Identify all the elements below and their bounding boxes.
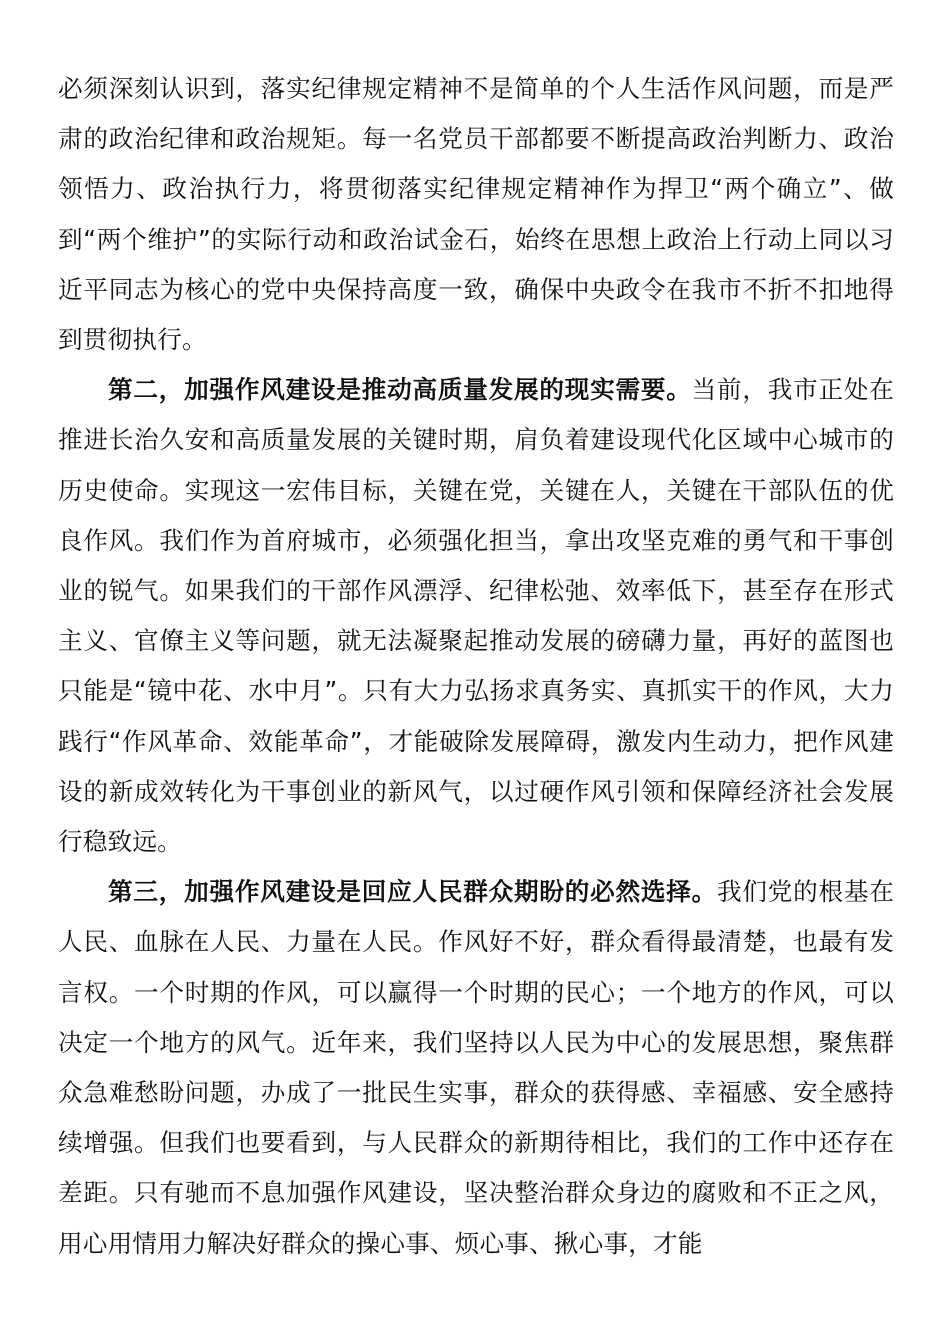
paragraph-2 (58, 365, 894, 867)
paragraph-1-text: 必须深刻认识到，落实纪律规定精神不是简单的个人生活作风问题，而是严肃的政治纪律和政治规矩。每一名党员干部都要不断提高政治判断力、政治领悟力、政治执行力，将贯彻落实纪律规定精神作为捍卫“两个确立”、做到“两个维护”的实际行动和政治试金石，始终在思想上政治上行动上同以习近平同志为核心的党中央保持高度一致，确保中央政令在我市不折不扣地得到贯彻执行。 (58, 74, 894, 355)
paragraph-3-lead: 第三，加强作风建设是回应人民群众期盼的必然选择。 (108, 877, 717, 907)
paragraph-2-lead: 第二，加强作风建设是推动高质量发展的现实需要。 (108, 375, 692, 405)
paragraph-2-text: 当前，我市正处在推进长治久安和高质量发展的关键时期，肩负着建设现代化区域中心城市的历史使命。实现这一宏伟目标，关键在党，关键在人，关键在干部队伍的优良作风。我们作为首府城市，必须强化担当，拿出攻坚克难的勇气和干事创业的锐气。如果我们的干部作风漂浮、纪律松弛、效率低下，甚至存在形式主义、官僚主义等问题，就无法凝聚起推动发展的磅礴力量，再好的蓝图也只能是“镜中花、水中月”。只有大力弘扬求真务实、真抓实干的作风，大力践行“作风革命、效能革命”，才能破除发展障碍，激发内生动力，把作风建设的新成效转化为干事创业的新风气，以过硬作风引领和保障经济社会发展行稳致远。 (58, 375, 894, 857)
paragraph-1 (58, 64, 894, 365)
paragraph-3 (58, 867, 894, 1269)
document-page (58, 64, 894, 1269)
paragraph-3-text: 我们党的根基在人民、血脉在人民、力量在人民。作风好不好，群众看得最清楚，也最有发言权。一个时期的作风，可以赢得一个时期的民心；一个地方的作风，可以决定一个地方的风气。近年来，我们坚持以人民为中心的发展思想，聚焦群众急难愁盼问题，办成了一批民生实事，群众的获得感、幸福感、安全感持续增强。但我们也要看到，与人民群众的新期待相比，我们的工作中还存在差距。只有驰而不息加强作风建设，坚决整治群众身边的腐败和不正之风，用心用情用力解决好群众的操心事、烦心事、揪心事，才能 (58, 877, 894, 1258)
